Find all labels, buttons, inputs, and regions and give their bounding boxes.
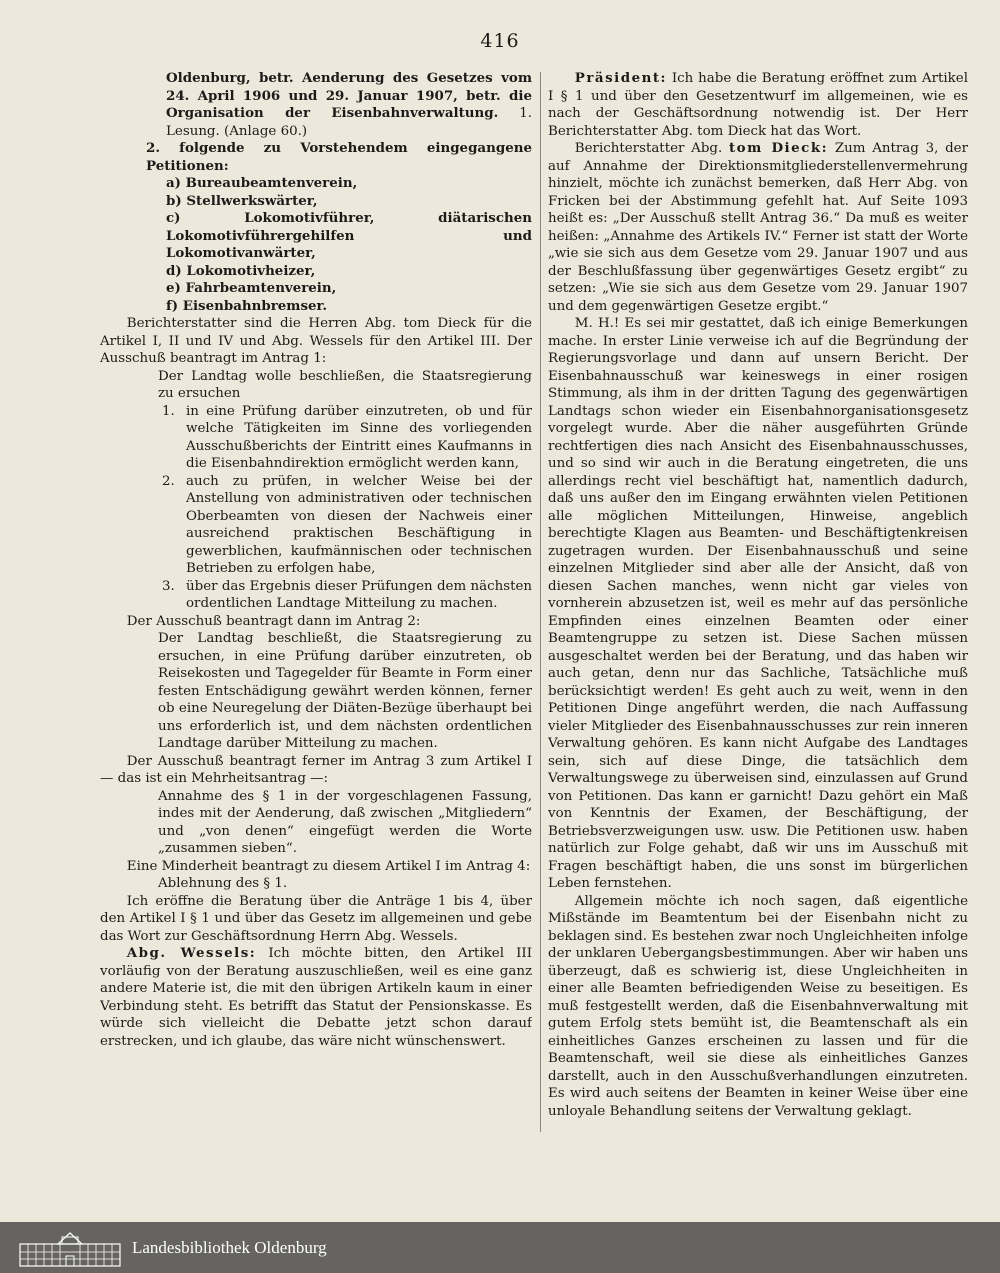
antrag3-intro: Der Ausschuß beantragt ferner im Antrag 3 zum Artikel I — das ist ein Mehrheitsantrag —: [100,753,532,786]
speaker-dieck: tom Dieck: [729,140,829,156]
petition-item: b) Stellwerkswärter, [166,192,318,209]
petition-item: a) Bureaubeamtenverein, [166,175,358,191]
library-footer-bar [0,1222,1000,1273]
antrag2-text: Der Landtag beschließt, die Staatsregierung zu ersuchen, in eine Prüfung darüber einzutreten, ob Reisekosten und Tagegelder für Beamte in Form einer festen Entschädigung gewährt werden können, ferner ob eine Neuregelung der Diäten-Bezüge überhaupt bei uns erforderlich ist, und dem nächsten ordentlichen Landtage darüber Mitteilung zu machen. [158,631,532,751]
speaker-praesident: Präsident: [574,70,667,86]
right-column [548,70,968,1150]
speaker-dieck-prefix: Berichterstatter Abg. [574,141,723,156]
heading-annex: (Anlage 60.) [224,123,308,139]
speech-dieck-text: Zum Antrag 3, der auf Annahme der Direktionsmitgliederstellenvermehrung hinzielt, möchte ich zunächst bemerken, daß Herr Abg. von Fricken bei der Abstimmung gefehlt hat. Auf Seite 1093 heißt es: „Der Ausschuß stellt Antrag 36.“ Da muß es weiter heißen: „Annahme des Artikels IV.“ Ferner ist statt der Worte „wie sie sich aus dem Gesetze vom 29. Januar 1907 und aus der Beschlußfassung über gegenwärtiges Gesetz ergibt“ zu setzen: „Wie sie sich aus dem Gesetze vom 29. Januar 1907 und dem gegenwärtigen Gesetze ergibt.“ [548,141,968,314]
left-column [100,70,532,1150]
antrag1-item [100,473,532,578]
heading-reading: 1. Lesung. [166,106,532,139]
petition-item: e) Fahrbeamtenverein, [166,280,337,296]
column-divider [540,72,541,1132]
item-text: in eine Prüfung darüber einzutreten, ob und für welche Tätigkeiten im Sinne des vorliegenden Ausschußberichts der Eintritt eines Kaufmanns in die Eisenbahndirektion ermöglicht werden kann, [186,403,532,471]
paragraph-berichterstatter: Berichterstatter sind die Herren Abg. tom Dieck für die Artikel I, II und IV und Abg. Wessels für den Artikel III. Der Ausschuß beantragt im Antrag 1: [100,316,532,366]
agenda-heading [100,70,532,140]
item-number: 3. [162,578,175,594]
page-number: 416 [480,30,520,52]
speech-praesident [548,70,968,140]
speech-wessels-text: Ich möchte bitten, den Artikel III vorläufig von der Beratung auszuschließen, weil es eine ganz andere Materie ist, die mit den übrigen Artikeln kaum in einer Verbindung steht. Es betrifft das Statut der Pensionskasse. Es würde sich vielleicht die Debatte jetzt schon darauf erstrecken, und ich glaube, das wäre nicht wünschenswert. [100,946,532,1049]
petitions-intro: 2. folgende zu Vorstehendem eingegangene Petitionen: [146,140,532,174]
item-text: über das Ergebnis dieser Prüfungen dem nächsten ordentlichen Landtage Mitteilung zu machen. [186,578,532,611]
paragraph-allgemein: Allgemein möchte ich noch sagen, daß eigentliche Mißstände im Beamtentum bei der Eisenbahn nicht zu beklagen sind. Es bestehen zwar noch Ungleichheiten infolge der unklaren Uebergangsbestimmungen. Aber wir haben uns überzeugt, daß es schwierig ist, diese Ungleichheiten in einer alle Beamten befriedigenden Weise zu beseitigen. Es muß festgestellt werden, daß die Eisenbahnverwaltung mit gutem Erfolg stets bemüht ist, die Beamtenschaft als ein einheitliches Ganzes erscheinen zu lassen und für die Beamtenschaft, weil sie diese als einheitliches Ganzes darstellt, auch in den Ausschußverhandlungen einzutreten. Es wird auch seitens der Beamten in keiner Weise über eine unloyale Behandlung seitens der Verwaltung geklagt. [548,893,968,1119]
speech-wessels [100,945,532,1050]
paragraph-mh: M. H.! Es sei mir gestattet, daß ich einige Bemerkungen mache. In erster Linie verweise ich auf die Begründung der Regierungsvorlage und dann auf unsern Bericht. Der Eisenbahnausschuß war keineswegs in einer rosigen Stimmung, als ihm in der dritten Tagung des gegenwärtigen Landtags schon wieder ein Eisenbahnorganisationsgesetz vorgelegt wurde. Aber die näher ausgeführten Gründe rechtfertigen dies nach Ansicht des Eisenbahnausschusses, und so sind wir auch in die Beratung eingetreten, die uns allerdings recht viel beschäftigt hat, namentlich dadurch, daß uns außer den im Eingang erwähnten vielen Petitionen alle möglichen Mitteilungen, Hinweise, angeblich berechtigte Klagen aus Beamten- und Beschäftigtenkreisen zugetragen wurden. Der Eisenbahnausschuß und seine einzelnen Mitglieder sind aber alle der Ansicht, daß von diesen Sachen manches, wenn nicht gar vieles von vornherein abzusetzen ist, weil es mehr auf das persönliche Empfinden eines einzelnen Beamten oder einer Beamtengruppe zu setzen ist. Diese Sachen müssen ausgeschaltet werden bei der Beratung, und das haben wir auch getan, denn nur das Sachliche, Tatsächliche muß berücksichtigt werden! Es geht auch zu weit, wenn in den Petitionen Dinge angeführt werden, die nach Auffassung vieler Mitglieder des Eisenbahnausschusses zur rein inneren Verwaltung gehören. Es kann nicht Aufgabe des Landtages sein, sich auf diese Dinge, die tatsächlich dem Verwaltungswege zu überweisen sind, einzulassen auf Grund von Petitionen. Das kann er garnicht! Dazu gehört ein Maß von Kenntnis der Examen, der Beschäftigung, der Betriebsverzweigungen usw. usw. Die Petitionen usw. haben natürlich zur Folge gehabt, daß wir uns im Ausschuß mit Fragen beschäftigt haben, die uns sonst im bürgerlichen Leben fernstehen. [548,316,968,891]
speech-praesident-text: Ich habe die Beratung eröffnet zum Artikel I § 1 und über den Gesetzentwurf im allgemeinen, wie es nach der Geschäftsordnung notwendig ist. Der Herr Berichterstatter Abg. tom Dieck hat das Wort. [548,71,968,139]
antrag1-intro: Der Landtag wolle beschließen, die Staatsregierung zu ersuchen [158,368,532,401]
library-name: Landesbibliothek Oldenburg [132,1237,327,1257]
item-number: 2. [162,473,175,489]
antrag1-item [100,403,532,473]
speech-dieck [548,140,968,315]
petition-item: f) Eisenbahnbremser. [166,297,328,314]
speaker-wessels: Abg. Wessels: [126,945,257,961]
item-number: 1. [162,403,175,419]
paragraph-eroeffnung: Ich eröffne die Beratung über die Anträge 1 bis 4, über den Artikel I § 1 und über das Gesetz im allgemeinen und gebe das Wort zur Geschäftsordnung Herrn Abg. Wessels. [100,893,532,944]
antrag3-text: Annahme des § 1 in der vorgeschlagenen Fassung, indes mit der Aenderung, daß zwischen „Mitgliedern“ und „von denen“ eingefügt werden die Worte „zusammen sieben“. [158,788,532,856]
antrag1-item [100,578,532,613]
antrag4-intro: Eine Minderheit beantragt zu diesem Artikel I im Antrag 4: [126,858,531,874]
heading-title: Oldenburg, betr. Aenderung des Gesetzes vom 24. April 1906 und 29. Januar 1907, betr. die Organisation der Eisenbahnverwaltung. [166,70,532,121]
antrag2-intro: Der Ausschuß beantragt dann im Antrag 2: [126,613,421,629]
item-text: auch zu prüfen, in welcher Weise bei der Anstellung von administrativen oder technischen Oberbeamten von diesen der Nachweis einer ausreichend praktischen Beschäftigung in gewerblichen, kaufmännischen oder technischen Betrieben zu erfolgen habe, [186,473,532,576]
petition-item: c) Lokomotivführer, diätarischen Lokomotivführergehilfen und Lokomotivanwärter, [166,210,532,261]
library-building-icon [18,1228,122,1268]
petition-item: d) Lokomotivheizer, [166,262,316,279]
antrag4-text: Ablehnung des § 1. [158,876,288,891]
